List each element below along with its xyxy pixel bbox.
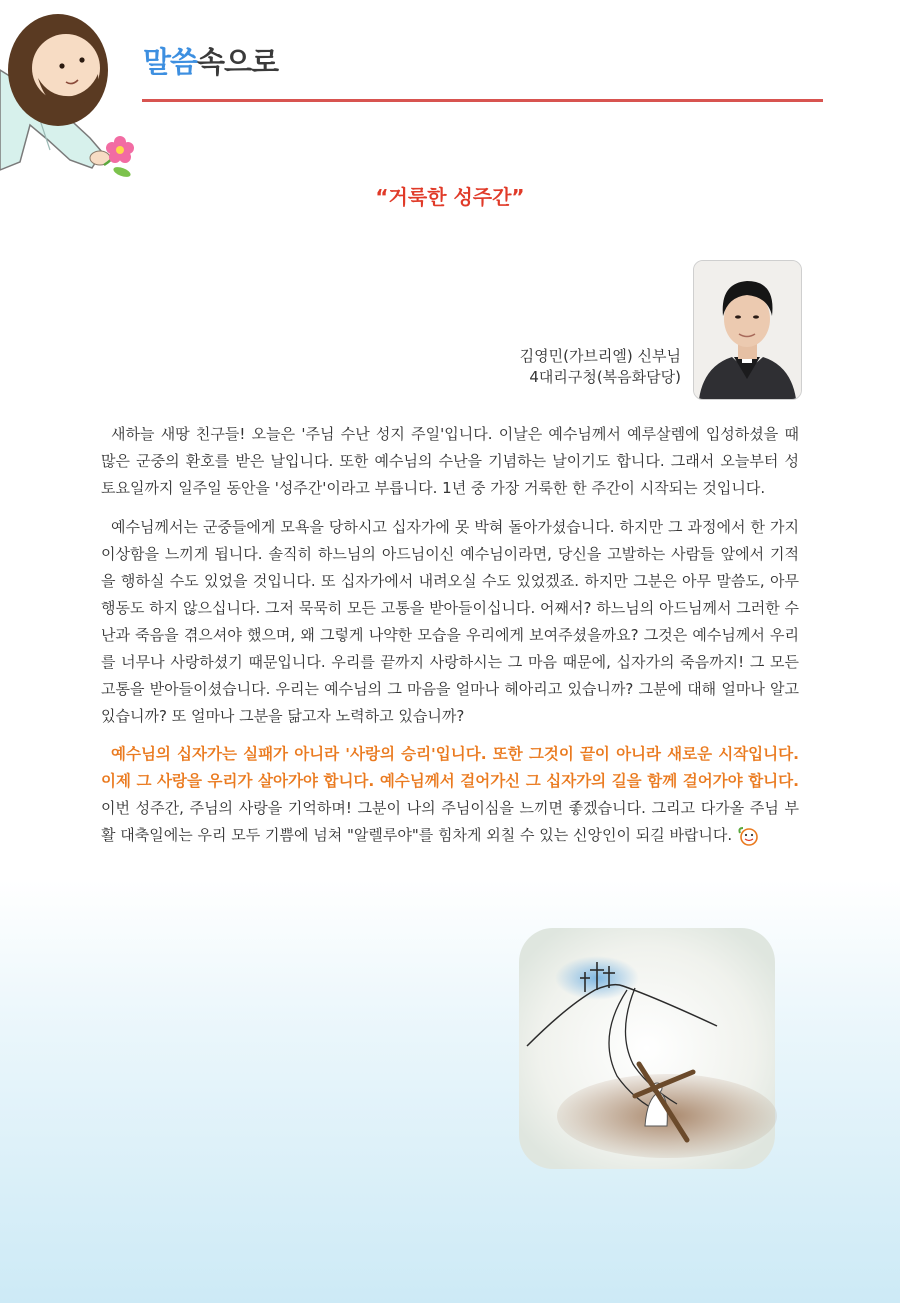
article-title: “거룩한 성주간” xyxy=(375,185,525,209)
closing-text: 이번 성주간, 주님의 사랑을 기억하며! 그분이 나의 주님이심을 느끼면 좋겠습니다. 그리고 다가올 주님 부활 대축일에는 우리 모두 기쁨에 넘쳐 "알렐루야"를 힘차게 외칠 수 있는 신앙인이 되길 바랍니다. xyxy=(101,799,799,844)
section-title-rest: 속으로 xyxy=(197,45,279,79)
article-body xyxy=(101,421,799,849)
author-block xyxy=(520,346,681,388)
paragraph-1: 새하늘 새땅 친구들! 오늘은 '주님 수난 성지 주일'입니다. 이날은 예수님께서 예루살렘에 입성하셨을 때 많은 군중의 환호를 받은 날입니다. 또한 예수님의 수난을 기념하는 날이기도 합니다. 그래서 오늘부터 성 토요일까지 일주일 동안을 '성주간'이라고 부릅니다. 1년 중 가장 거룩한 한 주간이 시작되는 것입니다. xyxy=(101,425,799,497)
paragraph-2: 예수님께서는 군중들에게 모욕을 당하시고 십자가에 못 박혀 돌아가셨습니다. 하지만 그 과정에서 한 가지 이상함을 느끼게 됩니다. 솔직히 하느님의 아드님이신 예수님이라면, 당신을 고발하는 사람들 앞에서 기적을 행하실 수도 있었을 것입니다. 또 십자가에서 내려오실 수도 있었겠죠. 하지만 그분은 아무 말씀도, 아무 행동도 하지 않으십니다. 그저 묵묵히 모든 고통을 받아들이십니다. 어째서? 하느님의 아드님께서 그러한 수난과 죽음을 겪으셔야 했으며, 왜 그렇게 나약한 모습을 우리에게 보여주셨을까요? 그것은 예수님께서 우리를 너무나 사랑하셨기 때문입니다. 우리를 끝까지 사랑하시는 그 마음 때문에, 십자가의 죽음까지! 그 모든 고통을 받아들이셨습니다. 우리는 예수님의 그 마음을 얼마나 헤아리고 있습니까? 그분에 대해 얼마나 알고 있습니까? 또 얼마나 그분을 닮고자 노력하고 있습니까? xyxy=(101,518,799,725)
section-title-accent: 말씀 xyxy=(143,45,198,79)
jesus-mascot-icon xyxy=(0,0,140,185)
header-divider xyxy=(142,99,823,102)
author-photo xyxy=(693,260,802,400)
section-title xyxy=(143,40,278,81)
paragraph-3 xyxy=(101,741,799,849)
author-name: 김영민(가브리엘) 신부님 xyxy=(519,347,681,365)
priest-portrait-icon xyxy=(694,261,801,399)
smiley-logo-icon xyxy=(736,825,760,847)
highlight-text: 예수님의 십자가는 실패가 아니라 '사랑의 승리'입니다. 또한 그것이 끝이 아니라 새로운 시작입니다. 이제 그 사랑을 우리가 살아가야 합니다. 예수님께서 걸어가신 그 십자가의 길을 함께 걸어가야 합니다. xyxy=(101,745,799,790)
author-role: 4대리구청(복음화담당) xyxy=(529,368,681,386)
calvary-illustration xyxy=(517,926,777,1171)
